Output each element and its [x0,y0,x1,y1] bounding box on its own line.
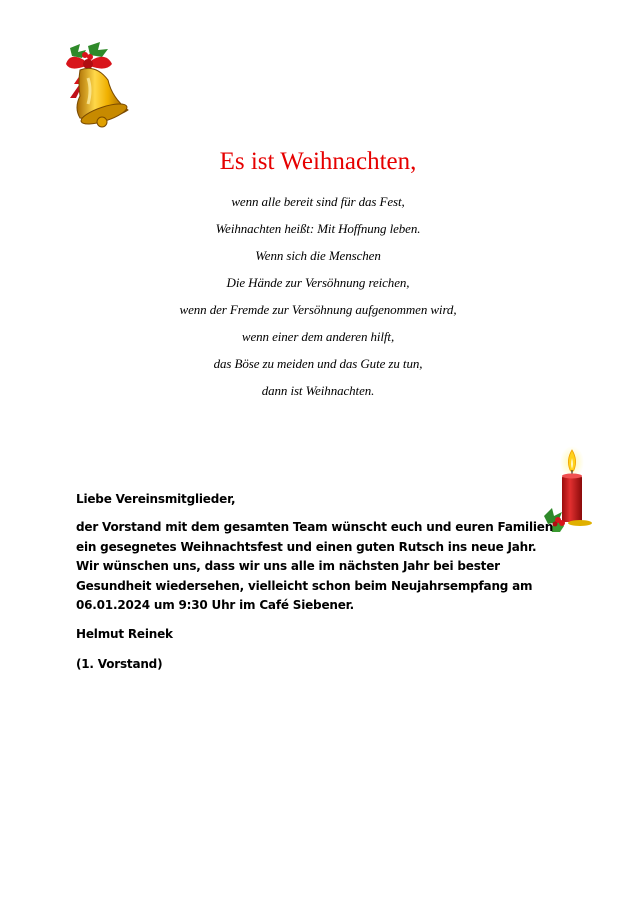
poem-title: Es ist Weihnachten, [219,148,417,175]
signature-role: (1. Vorstand) [76,657,163,671]
poem-line: das Böse zu meiden und das Gute zu tun, [213,356,423,371]
signature-name: Helmut Reinek [76,627,173,641]
poem-line: wenn einer dem anderen hilft, [241,329,395,344]
poem [0,188,636,404]
poem-line: Die Hände zur Versöhnung reichen, [226,275,410,290]
poem-line: wenn alle bereit sind für das Fest, [231,194,405,209]
poem-line: dann ist Weihnachten. [261,383,375,398]
letter-body: der Vorstand mit dem gesamten Team wünscht euch und euren Familien ein gesegnetes Weihnachtsfest und einen guten Rutsch ins neue Jahr. Wir wünschen uns, dass wir uns alle im nächsten Jahr bei bester Gesundheit wiedersehen, vielleicht schon beim Neujahrsempfang am 06.01.2024 um 9:30 Uhr im Café Siebener. [76,520,554,612]
poem-line: Weihnachten heißt: Mit Hoffnung leben. [215,221,421,236]
poem-line: wenn der Fremde zur Versöhnung aufgenommen wird, [179,302,457,317]
poem-line: Wenn sich die Menschen [255,248,381,263]
christmas-bell-icon [58,40,134,130]
letter-greeting: Liebe Vereinsmitglieder, [76,492,236,506]
